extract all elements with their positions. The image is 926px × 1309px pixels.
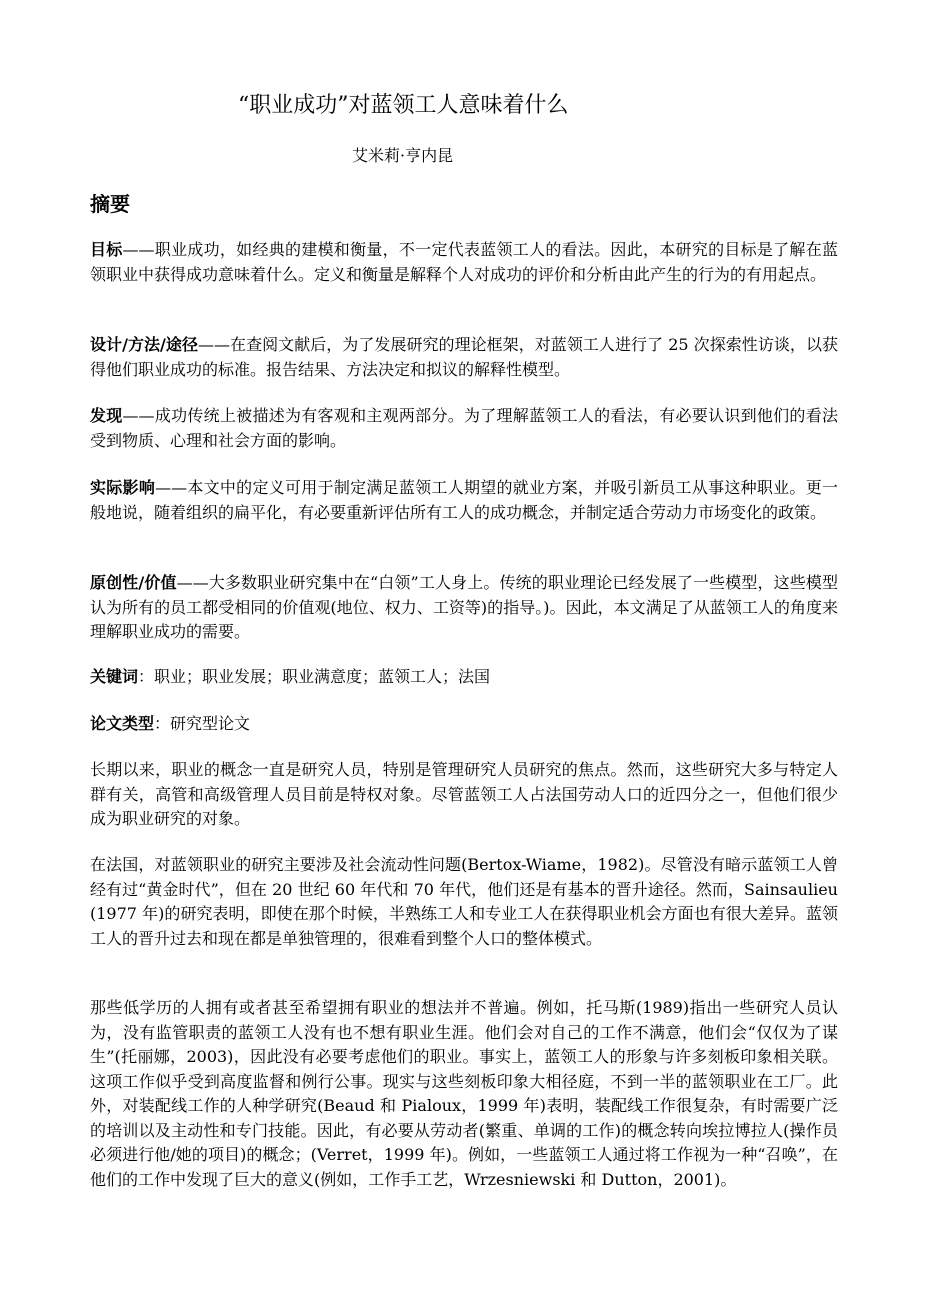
abstract-implications <box>90 476 838 525</box>
abstract-purpose-label: 目标 <box>90 240 123 259</box>
body-paragraph-2: 在法国，对蓝领职业的研究主要涉及社会流动性问题(Bertox-Wiame，1982)。尽管没有暗示蓝领工人曾经有过“黄金时代”，但在 20 世纪 60 年代和 70 年代，他们还是有基本的晋升途径。然而，Sainsaulieu (1977 年)的研究表明，即使在那个时候，半熟练工人和专业工人在获得职业机会方面也有很大差异。蓝领工人的晋升过去和现在都是单独管理的，很难看到整个人口的整体模式。 <box>90 855 838 948</box>
body-paragraph-3: 那些低学历的人拥有或者甚至希望拥有职业的想法并不普遍。例如，托马斯(1989)指出一些研究人员认为，没有监管职责的蓝领工人没有也不想有职业生涯。他们会对自己的工作不满意，他们会“仅仅为了谋生”(托丽娜，2003)，因此没有必要考虑他们的职业。事实上，蓝领工人的形象与许多刻板印象相关联。这项工作似乎受到高度监督和例行公事。现实与这些刻板印象大相径庭，不到一半的蓝领职业在工厂。此外，对装配线工作的人种学研究(Beaud 和 Pialoux，1999 年)表明，装配线工作很复杂，有时需要广泛的培训以及主动性和专门技能。因此，有必要从劳动者(繁重、单调的工作)的概念转向埃拉博拉人(操作员必须进行他/她的项目)的概念；(Verret，1999 年)。例如，一些蓝领工人通过将工作视为一种“召唤”，在他们的工作中发现了巨大的意义(例如，工作手工艺，Wrzesniewski 和 Dutton，2001)。 <box>90 998 838 1189</box>
paper-title: “职业成功”对蓝领工人意味着什么 <box>238 93 569 118</box>
abstract-purpose <box>90 238 838 287</box>
abstract-design-label: 设计/方法/途径 <box>90 335 198 354</box>
abstract-originality-text: ——大多数职业研究集中在“白领”工人身上。传统的职业理论已经发展了一些模型，这些模型认为所有的员工都受相同的价值观(地位、权力、工资等)的指导。)。因此，本文满足了从蓝领工人的角度来理解职业成功的需要。 <box>90 573 838 641</box>
abstract-heading: 摘要 <box>90 192 130 216</box>
paper-type-label: 论文类型 <box>90 714 155 733</box>
abstract-design-text: ——在查阅文献后，为了发展研究的理论框架，对蓝领工人进行了 25 次探索性访谈，以获得他们职业成功的标准。报告结果、方法决定和拟议的解释性模型。 <box>90 335 838 379</box>
keywords <box>90 665 838 690</box>
abstract-implications-label: 实际影响 <box>90 478 156 497</box>
abstract-originality-label: 原创性/价值 <box>90 573 177 592</box>
abstract-findings-label: 发现 <box>90 406 123 425</box>
abstract-findings-text: ——成功传统上被描述为有客观和主观两部分。为了理解蓝领工人的看法，有必要认识到他们的看法受到物质、心理和社会方面的影响。 <box>90 406 838 450</box>
abstract-findings <box>90 404 838 453</box>
paper-type-text: ：研究型论文 <box>154 714 251 733</box>
body-paragraph-1: 长期以来，职业的概念一直是研究人员，特别是管理研究人员研究的焦点。然而，这些研究大多与特定人群有关，高管和高级管理人员目前是特权对象。尽管蓝领工人占法国劳动人口的近四分之一，但他们很少成为职业研究的对象。 <box>90 760 838 828</box>
abstract-purpose-text: ——职业成功，如经典的建模和衡量，不一定代表蓝领工人的看法。因此，本研究的目标是了解在蓝领职业中获得成功意味着什么。定义和衡量是解释个人对成功的评价和分析由此产生的行为的有用起点。 <box>90 240 838 284</box>
paper-author: 艾米莉·亨内昆 <box>352 146 454 165</box>
abstract-implications-text: ——本文中的定义可用于制定满足蓝领工人期望的就业方案，并吸引新员工从事这种职业。更一般地说，随着组织的扁平化，有必要重新评估所有工人的成功概念，并制定适合劳动力市场变化的政策。 <box>90 478 838 522</box>
keywords-label: 关键词 <box>90 667 139 686</box>
keywords-text: ：职业；职业发展；职业满意度；蓝领工人；法国 <box>138 667 491 686</box>
abstract-design <box>90 333 838 382</box>
paper-type <box>90 712 838 737</box>
abstract-originality <box>90 571 838 645</box>
